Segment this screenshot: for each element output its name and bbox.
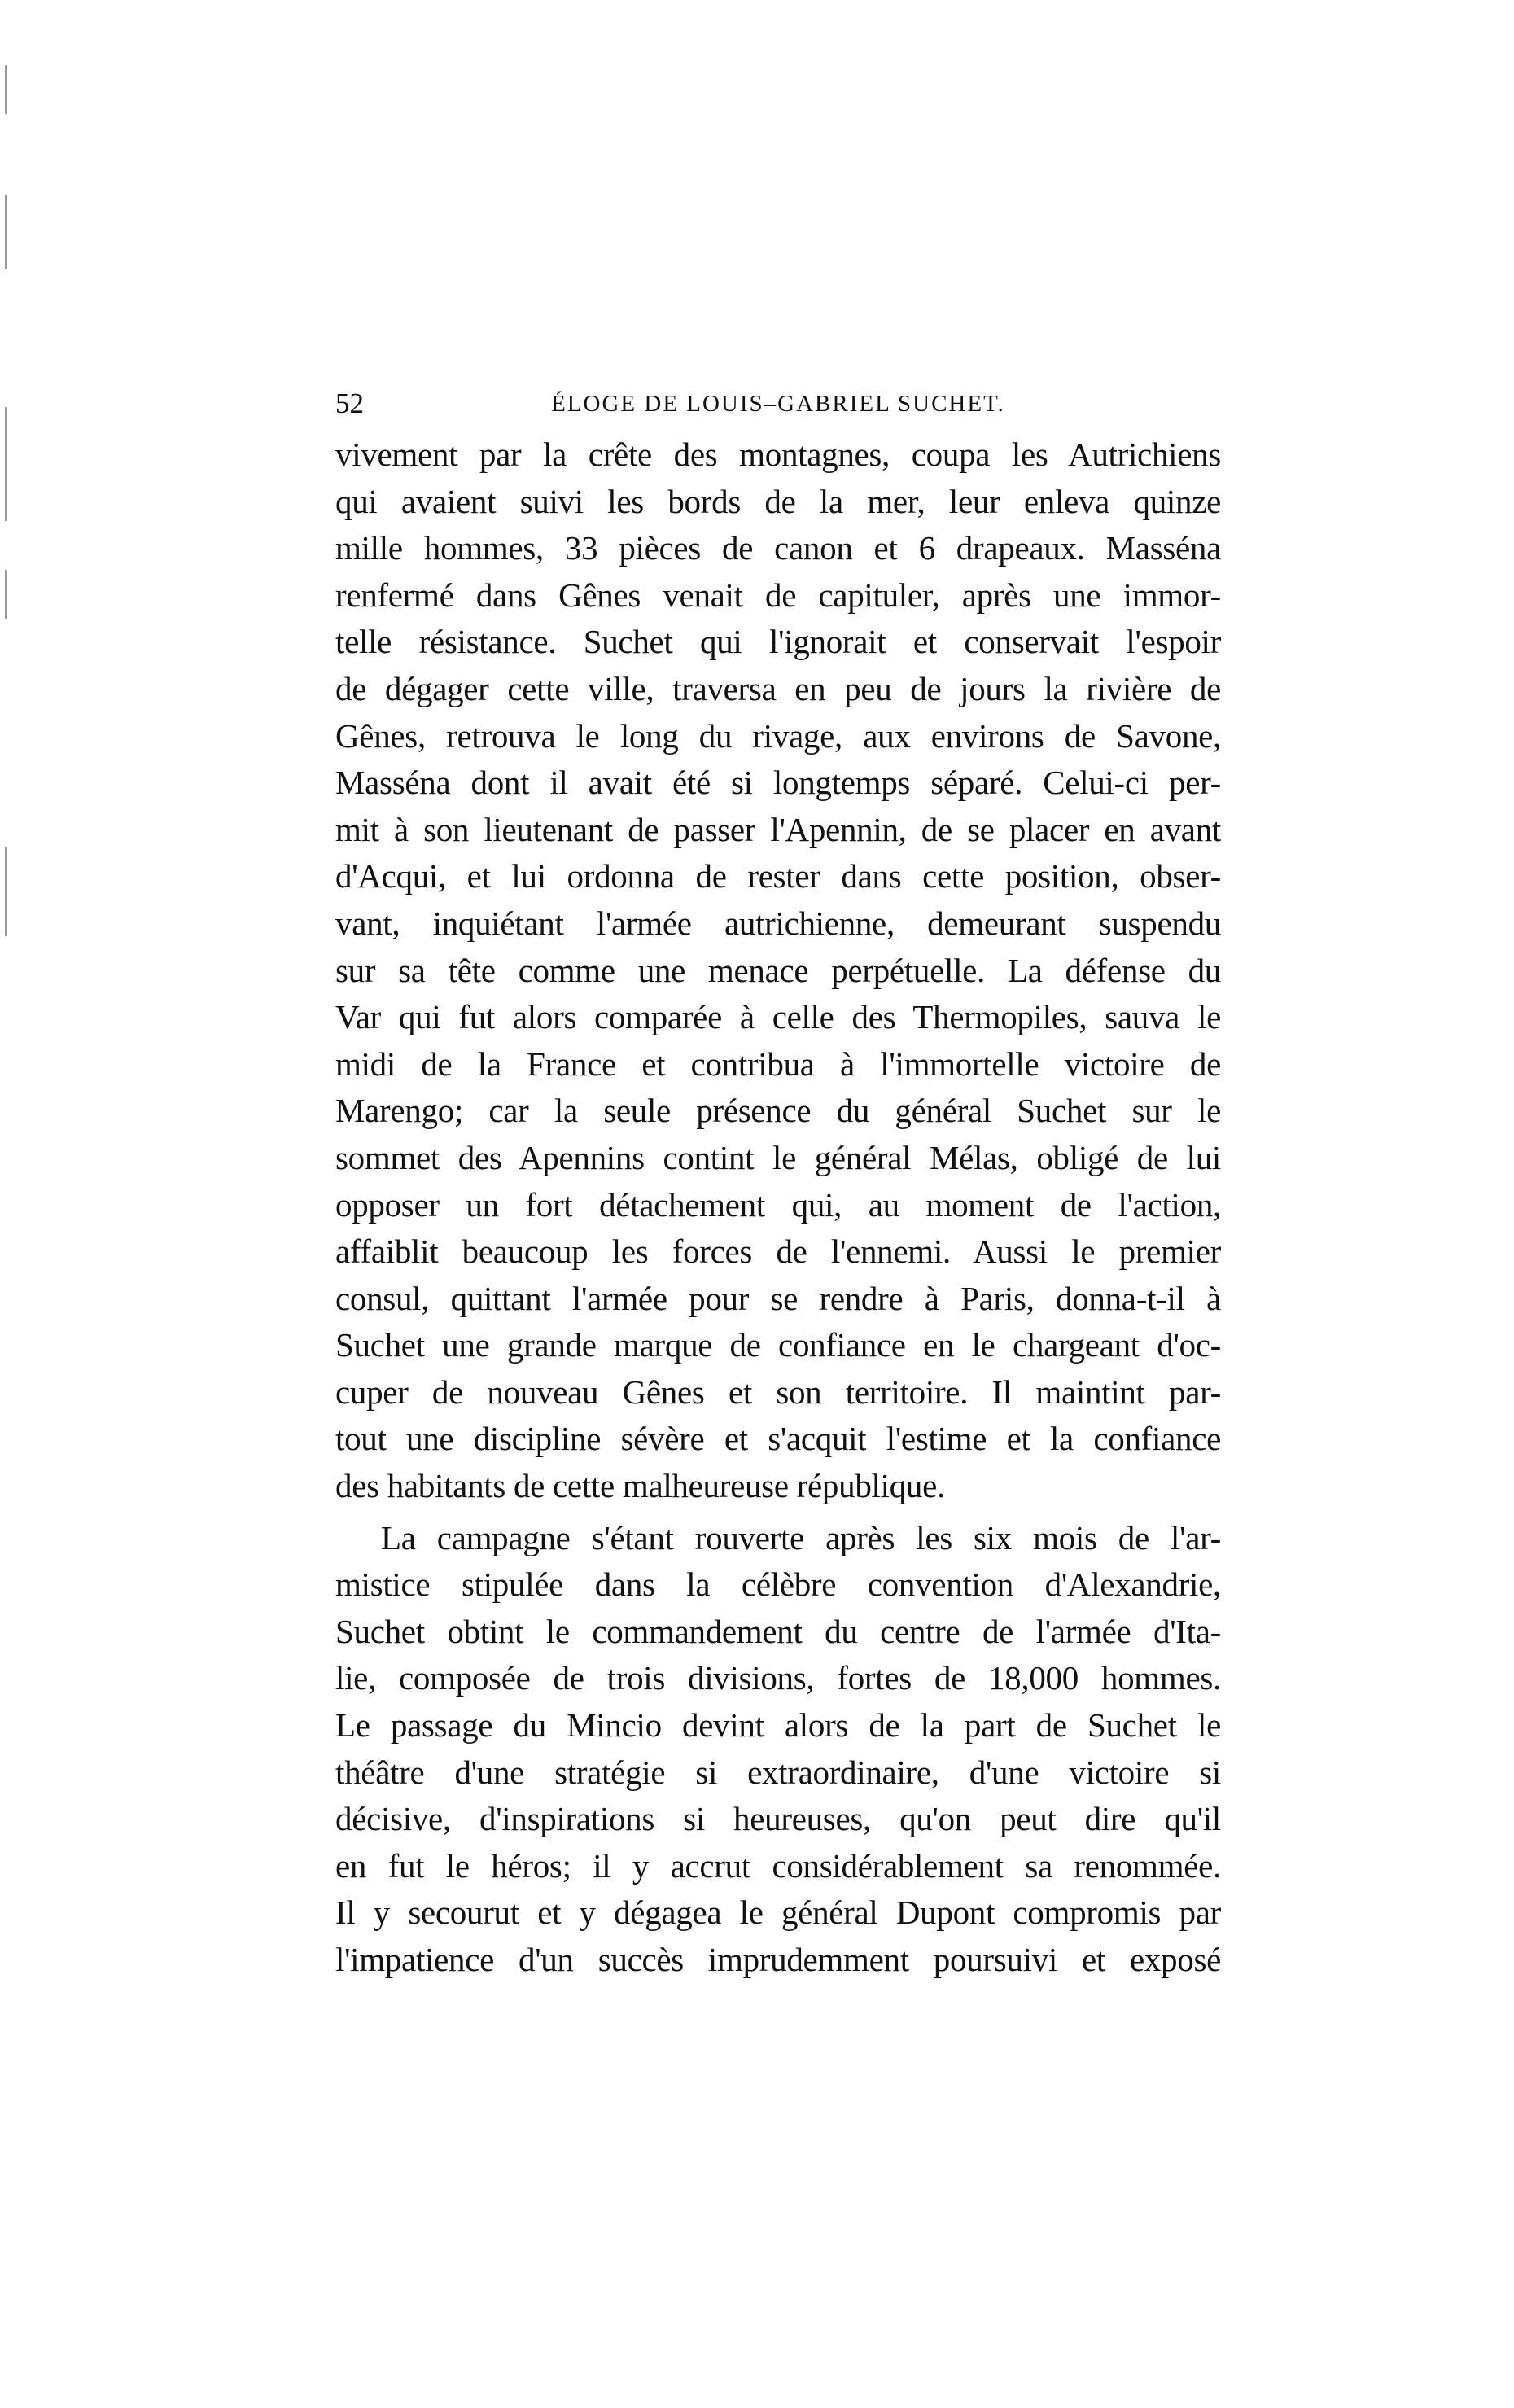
page-number: 52 <box>335 387 364 419</box>
text-line: affaiblit beaucoup les forces de l'ennemi. Aussi le premier <box>335 1232 1221 1271</box>
text-line: de dégager cette ville, traversa en peu de jours la rivière de <box>335 669 1221 707</box>
text-line: mille hommes, 33 pièces de canon et 6 drapeaux. Masséna <box>335 529 1221 567</box>
text-line: Marengo; car la seule présence du général Suchet sur le <box>335 1092 1221 1130</box>
text-line: Le passage du Mincio devint alors de la part de Suchet le <box>335 1706 1221 1745</box>
text-line: consul, quittant l'armée pour se rendre à Paris, donna-t-il à <box>335 1279 1221 1317</box>
text-line: Gênes, retrouva le long du rivage, aux environs de Savone, <box>335 716 1221 755</box>
text-line: en fut le héros; il y accrut considérablement sa renommée. <box>335 1846 1221 1885</box>
paragraph-1 <box>335 431 1221 1510</box>
edge-mark <box>5 65 7 114</box>
text-line: vivement par la crête des montagnes, coupa les Autrichiens <box>335 436 1221 473</box>
text-line: telle résistance. Suchet qui l'ignorait et conservait l'espoir <box>335 623 1221 661</box>
text-line: Suchet obtint le commandement du centre de l'armée d'Ita- <box>335 1612 1221 1650</box>
text-line: lie, composée de trois divisions, fortes de 18,000 hommes. <box>335 1659 1221 1697</box>
text-line: vant, inquiétant l'armée autrichienne, demeurant suspendu <box>335 904 1221 942</box>
text-line: d'Acqui, et lui ordonna de rester dans cette position, obser- <box>335 857 1221 895</box>
edge-mark <box>5 847 7 936</box>
binding-edge-marks <box>0 49 16 1107</box>
text-line: théâtre d'une stratégie si extraordinaire, d'une victoire si <box>335 1753 1221 1791</box>
text-line: Suchet une grande marque de confiance en le chargeant d'oc- <box>335 1326 1221 1364</box>
text-line: cuper de nouveau Gênes et son territoire. Il maintint par- <box>335 1373 1221 1411</box>
text-line: l'impatience d'un succès imprudemment poursuivi et exposé <box>335 1941 1221 1978</box>
text-line: renfermé dans Gênes venait de capituler, après une immor- <box>335 576 1221 614</box>
text-line: mistice stipulée dans la célèbre convention d'Alexandrie, <box>335 1565 1221 1604</box>
text-line: sommet des Apennins contint le général Mélas, obligé de lui <box>335 1138 1221 1176</box>
text-line: mit à son lieutenant de passer l'Apennin, de se placer en avant <box>335 810 1221 848</box>
text-line: décisive, d'inspirations si heureuses, qu'on peut dire qu'il <box>335 1800 1221 1838</box>
paragraph-2 <box>335 1515 1221 1984</box>
text-line: sur sa tête comme une menace perpétuelle. La défense du <box>335 951 1221 989</box>
text-line: La campagne s'étant rouverte après les six mois de l'ar- <box>381 1518 1221 1556</box>
text-line: midi de la France et contribua à l'immortelle victoire de <box>335 1044 1221 1083</box>
text-line: Var qui fut alors comparée à celle des Thermopiles, sauva le <box>335 998 1221 1036</box>
edge-mark <box>5 407 7 521</box>
page-header <box>335 381 1221 427</box>
text-line: qui avaient suivi les bords de la mer, leur enleva quinze <box>335 482 1221 520</box>
running-title: ÉLOGE DE LOUIS–GABRIEL SUCHET. <box>551 391 1005 417</box>
edge-mark <box>5 195 7 269</box>
text-line: tout une discipline sévère et s'acquit l'estime et la confiance <box>335 1420 1221 1458</box>
text-line: Masséna dont il avait été si longtemps séparé. Celui-ci per- <box>335 764 1221 802</box>
text-line: opposer un fort détachement qui, au moment de l'action, <box>335 1185 1221 1224</box>
edge-mark <box>5 570 7 619</box>
body-text <box>335 431 1221 1984</box>
text-line: des habitants de cette malheureuse république. <box>335 1467 945 1505</box>
text-line: Il y secourut et y dégagea le général Dupont compromis par <box>335 1894 1221 1932</box>
